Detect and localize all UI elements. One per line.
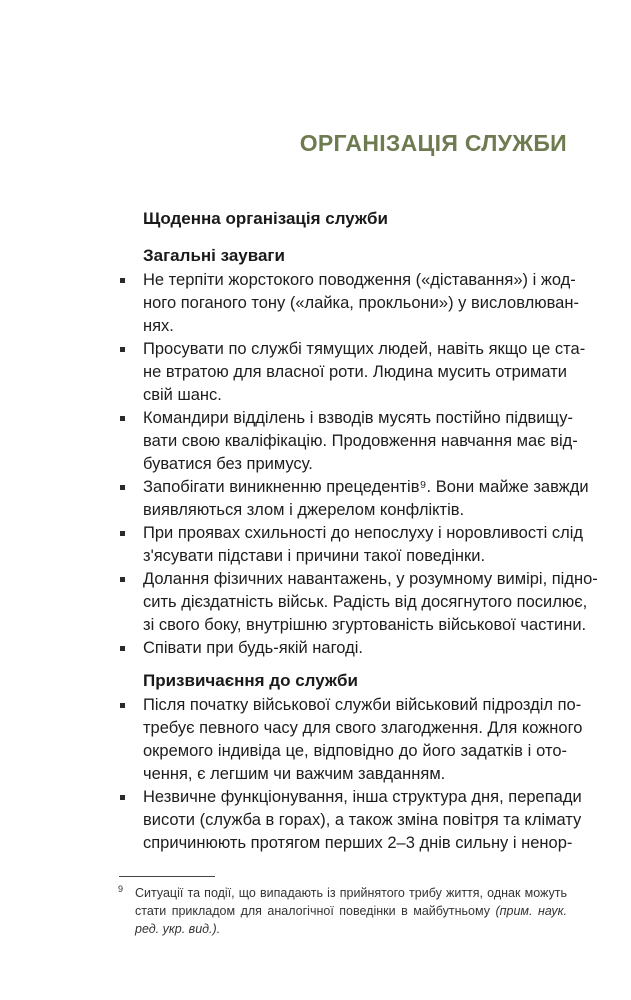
list-item	[143, 338, 586, 407]
bullet-list	[143, 269, 598, 660]
list-item-line: При проявах схильності до непослуху і норовливості слід	[143, 524, 584, 542]
footnote-number: 9	[118, 884, 124, 894]
list-item	[143, 568, 598, 637]
bullet-icon	[120, 347, 125, 352]
list-item-line: Не терпіти жорстокого поводження («діставання») і жод-	[143, 271, 576, 289]
subsection-heading: Призвичаєння до служби	[143, 671, 358, 690]
bullet-icon	[120, 531, 125, 536]
bullet-list	[143, 694, 583, 855]
list-item	[143, 476, 589, 522]
list-item-line: вати свою кваліфікацію. Продовження навчання має від-	[143, 432, 578, 450]
footnote-line: стати прикладом для аналогічної поведінки в майбутньому	[135, 904, 490, 918]
list-item-line: висоти (служба в горах), а також зміна повітря та клімату	[143, 811, 582, 829]
list-item	[143, 694, 583, 786]
footnote	[118, 884, 567, 938]
list-item-line: з'ясувати підстави і причини такої поведінки.	[143, 547, 486, 565]
list-item	[143, 786, 582, 855]
list-item-line: Після початку військової служби військовий підрозділ по-	[143, 696, 582, 714]
list-item-line: зі свого боку, внутрішню згуртованість військової частини.	[143, 616, 587, 634]
list-item-line: виявляються злом і джерелом конфліктів.	[143, 501, 465, 519]
subsection-heading: Загальні зауваги	[143, 246, 285, 265]
list-item-line: спричинюють протягом перших 2–3 днів сильну і ненор-	[143, 834, 573, 852]
bullet-icon	[120, 416, 125, 421]
list-item-line: Запобігати виникненню прецедентів⁹. Вони майже завжди	[143, 478, 589, 496]
list-item-line: буватися без примусу.	[143, 455, 313, 473]
footnote-divider	[119, 876, 215, 877]
bullet-icon	[120, 795, 125, 800]
footnote-note: (прим. наук.	[495, 904, 567, 918]
list-item-line: ного поганого тону («лайка, прокльони») у висловлюван-	[143, 294, 579, 312]
list-item-line: Командири відділень і взводів мусять постійно підвищу-	[143, 409, 574, 427]
chapter-title: ОРГАНІЗАЦІЯ СЛУЖБИ	[299, 130, 567, 156]
bullet-icon	[120, 646, 125, 651]
list-item-line: не втратою для власної роти. Людина мусить отримати	[143, 363, 567, 381]
list-item-line: Долання фізичних навантажень, у розумному вимірі, підно-	[143, 570, 598, 588]
list-item-line: Співати при будь-якій нагоді.	[143, 639, 363, 657]
footnote-line: Ситуації та події, що випадають із прийнятого трибу життя, однак можуть	[135, 886, 567, 900]
footnote-note: ред. укр. вид.).	[135, 922, 221, 936]
list-item	[143, 522, 584, 568]
list-item	[143, 637, 567, 660]
list-item	[143, 269, 579, 338]
list-item-line: сить дієздатність військ. Радість від досягнутого посилює,	[143, 593, 588, 611]
list-item-line: нях.	[143, 317, 174, 335]
list-item-line: чення, є легшим чи важчим завданням.	[143, 765, 446, 783]
list-item	[143, 407, 578, 476]
list-item-line: Незвичне функціонування, інша структура дня, перепади	[143, 788, 582, 806]
bullet-icon	[120, 577, 125, 582]
list-item-line: Просувати по службі тямущих людей, навіть якщо це ста-	[143, 340, 586, 358]
bullet-icon	[120, 485, 125, 490]
list-item-line: требує певного часу для свого злагодження. Для кожного	[143, 719, 583, 737]
bullet-icon	[120, 703, 125, 708]
bullet-icon	[120, 278, 125, 283]
list-item-line: окремого індивіда це, відповідно до його задатків і ото-	[143, 742, 567, 760]
list-item-line: свій шанс.	[143, 386, 222, 404]
section-heading: Щоденна організація служби	[143, 209, 388, 228]
